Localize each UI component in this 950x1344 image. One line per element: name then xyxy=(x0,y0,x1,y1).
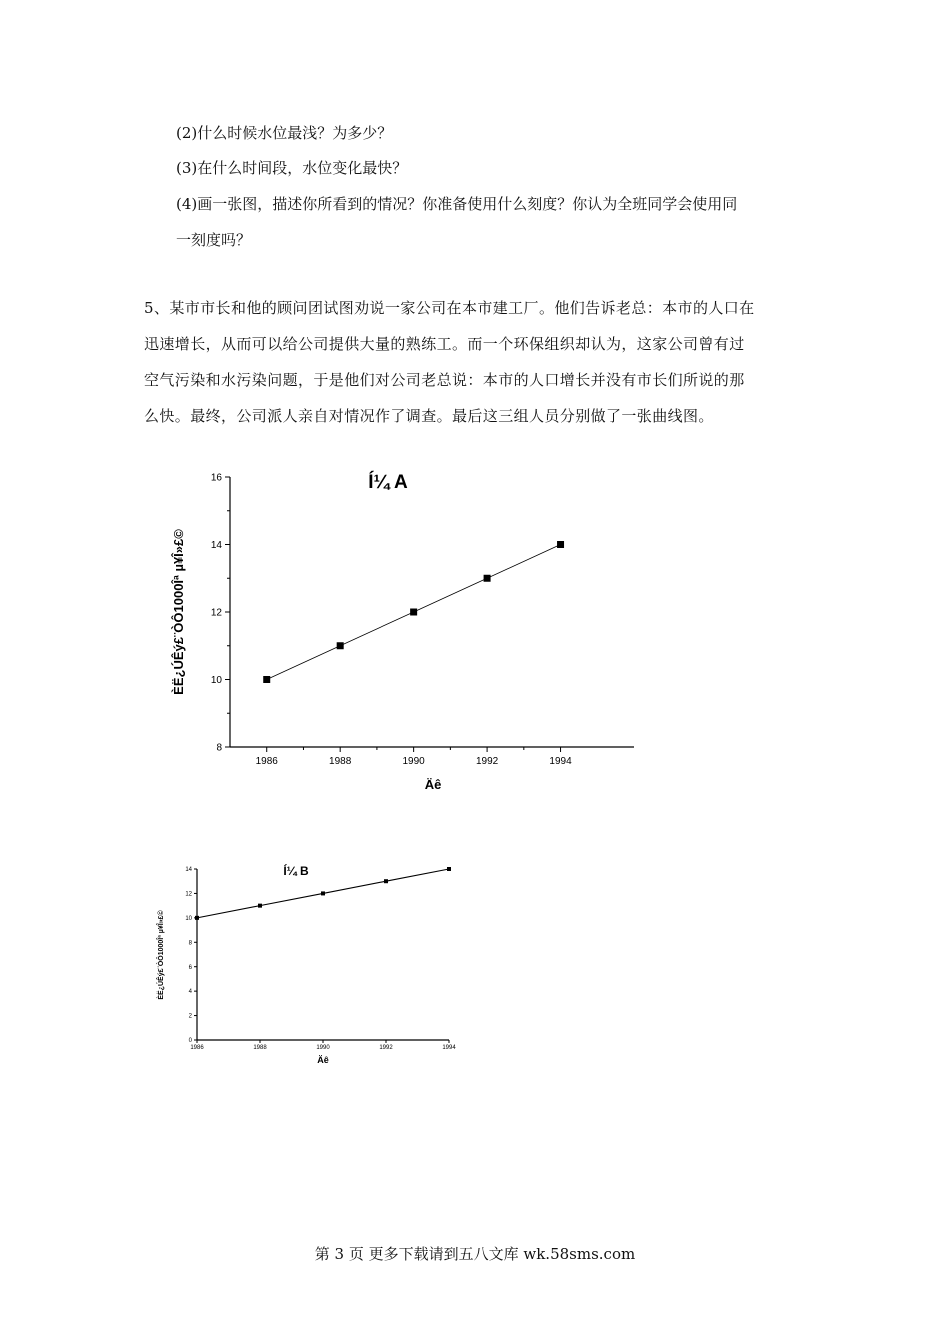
data-point xyxy=(195,916,199,920)
y-axis-label: ÈË¿ÚÊý£¨ÒÔ1000Îª µ¥Î»£© xyxy=(171,529,186,695)
y-tick-label: 4 xyxy=(188,989,192,996)
x-tick-label: 1992 xyxy=(475,756,499,767)
problem-5-line-4: 么快。最终，公司派人亲自对情况作了调查。最后这三组人员分别做了一张曲线图。 xyxy=(144,407,714,425)
x-tick-label: 1986 xyxy=(190,1045,204,1051)
data-point xyxy=(384,879,388,883)
y-tick-label: 0 xyxy=(188,1038,192,1045)
chart-title: Í¼ A xyxy=(368,472,408,493)
data-point xyxy=(447,867,451,871)
y-tick-label: 14 xyxy=(210,540,222,551)
y-tick-label: 16 xyxy=(210,472,222,484)
x-tick-label: 1988 xyxy=(329,756,352,767)
data-point xyxy=(258,904,262,908)
x-tick-label: 1992 xyxy=(379,1045,393,1051)
y-tick-label: 6 xyxy=(188,964,192,971)
y-tick-label: 8 xyxy=(216,742,222,754)
y-tick-label: 10 xyxy=(210,675,222,686)
x-tick-label: 1990 xyxy=(402,756,425,767)
y-tick-label: 14 xyxy=(185,867,192,874)
x-tick-label: 1986 xyxy=(255,756,278,767)
question-4-line-1: (4)画一张图，描述你所看到的情况？你准备使用什么刻度？你认为全班同学会使用同 xyxy=(176,195,738,213)
question-3: (3)在什么时间段，水位变化最快？ xyxy=(176,159,408,177)
x-axis-label: Äê xyxy=(317,1055,329,1065)
y-tick-label: 12 xyxy=(210,607,222,619)
x-tick-label: 1994 xyxy=(549,756,572,767)
x-tick-label: 1990 xyxy=(316,1045,330,1051)
x-tick-label: 1988 xyxy=(253,1045,267,1051)
y-tick-label: 10 xyxy=(185,915,192,922)
data-point xyxy=(321,891,325,895)
problem-5-line-3: 空气污染和水污染问题，于是他们对公司老总说：本市的人口增长并没有市长们所说的那 xyxy=(144,371,745,389)
x-axis-label: Äê xyxy=(424,777,442,792)
y-axis-label: ÈË¿ÚÊý£¨ÒÔ1000Îª µ¥Î»£© xyxy=(158,910,165,1000)
problem-5-line-1: 5、某市市长和他的顾问团试图劝说一家公司在本市建工厂。他们告诉老总：本市的人口在 xyxy=(144,299,755,317)
question-4-line-2: 一刻度吗？ xyxy=(176,231,252,249)
question-2: (2)什么时候水位最浅？为多少？ xyxy=(176,124,393,142)
x-tick-label: 1994 xyxy=(442,1045,456,1051)
y-tick-label: 2 xyxy=(188,1013,192,1020)
problem-5-line-2: 迅速增长，从而可以给公司提供大量的熟练工。而一个环保组织却认为，这家公司曾有过 xyxy=(144,335,745,353)
y-tick-label: 8 xyxy=(188,940,192,947)
y-tick-label: 12 xyxy=(185,891,192,898)
chart-title: Í¼ B xyxy=(283,864,309,878)
page-footer: 第 3 页 更多下载请到五八文库 wk.58sms.com xyxy=(314,1245,636,1263)
